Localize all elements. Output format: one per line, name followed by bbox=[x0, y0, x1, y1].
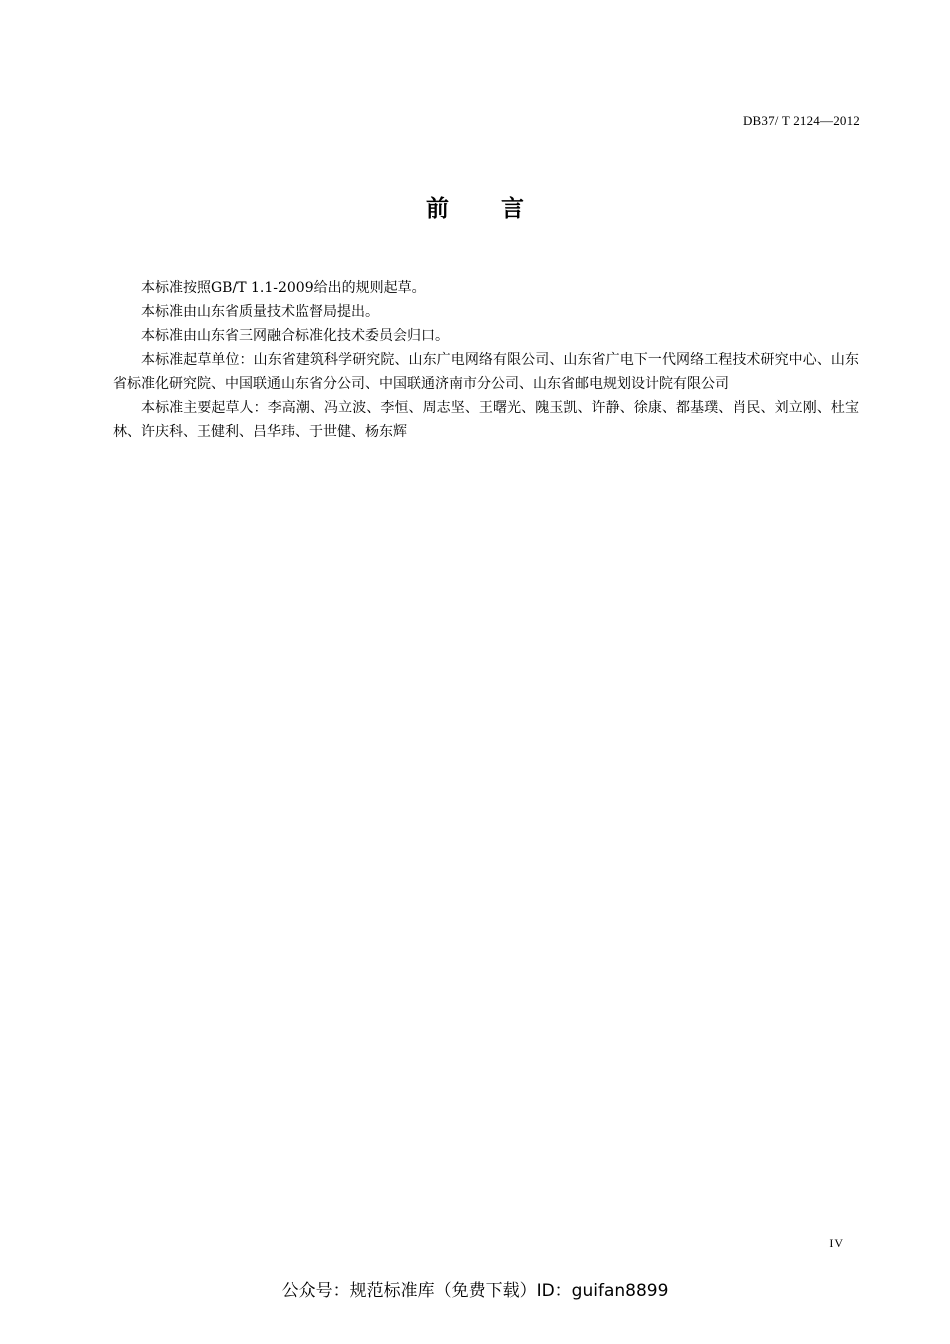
document-code: DB37/ T 2124—2012 bbox=[742, 113, 860, 128]
page-title: 前言 bbox=[426, 196, 576, 222]
page-number: IV bbox=[829, 1236, 844, 1250]
footer-note: 公众号：规范标准库（免费下载）ID：guifan8899 bbox=[281, 1281, 669, 1301]
paragraph-drafting-rules: 本标准按照GB/T 1.1-2009给出的规则起草。 bbox=[141, 280, 426, 296]
paragraph-drafting-units: 本标准起草单位：山东省建筑科学研究院、山东广电网络有限公司、山东省广电下一代网络工程技术研究中心、山东省标准化研究院、中国联通山东省分公司、中国联通济南市分公司、山东省邮电规划设计院有限公司 bbox=[113, 352, 859, 392]
body-text bbox=[113, 276, 859, 444]
paragraph-committee: 本标准由山东省三网融合标准化技术委员会归口。 bbox=[141, 328, 449, 344]
paragraph-drafters: 本标准主要起草人：李高潮、冯立波、李恒、周志坚、王曙光、隗玉凯、许静、徐康、都基璞、肖民、刘立刚、杜宝林、许庆科、王健利、吕华玮、于世健、杨东辉 bbox=[113, 400, 859, 440]
paragraph-proposer: 本标准由山东省质量技术监督局提出。 bbox=[141, 304, 379, 320]
